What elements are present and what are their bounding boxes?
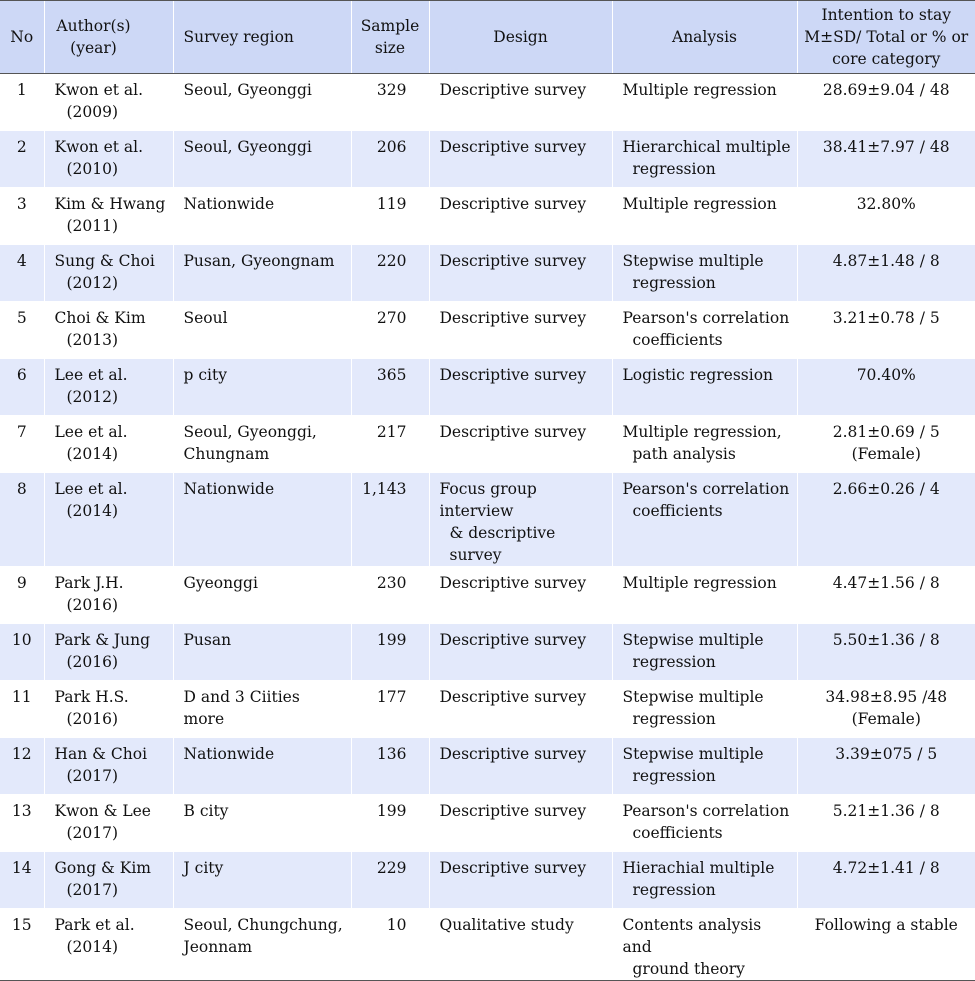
cell-intention [797,852,975,909]
row-number: 8 [16,480,27,498]
cell-author [44,795,173,852]
sample-size: 365 [376,366,407,384]
intention-value: Following a stable [814,916,958,934]
row-number: 14 [11,859,32,877]
cell-sample-size [351,359,429,416]
cell-no [0,188,44,245]
sample-size: 220 [376,252,407,270]
cell-region [173,681,351,738]
cell-analysis [612,188,797,245]
design: Descriptive survey [439,745,587,763]
cell-analysis [612,795,797,852]
analysis: Multiple regression, [622,423,782,441]
cell-design [429,738,612,795]
cell-sample-size [351,738,429,795]
analysis-cont: regression [632,881,716,899]
survey-region: Seoul, Gyeonggi [183,138,312,156]
author-year: (2011) [66,217,119,235]
header-analysis: Analysis [612,1,797,74]
cell-region [173,302,351,359]
intention-value: 3.39±075 / 5 [835,745,938,763]
author-year: (2017) [66,824,119,842]
analysis: Multiple regression [622,195,777,213]
author-name: Lee et al. [54,423,128,441]
survey-region-cont: Chungnam [183,445,270,463]
author-name: Park & Jung [54,631,151,649]
cell-design [429,567,612,624]
analysis: Hierachial multiple [622,859,775,877]
cell-author [44,74,173,131]
design: Descriptive survey [439,81,587,99]
author-year: (2016) [66,596,119,614]
cell-intention [797,567,975,624]
author-year: (2010) [66,160,119,178]
table-row [0,852,975,909]
cell-intention [797,302,975,359]
author-name: Lee et al. [54,480,128,498]
analysis: Stepwise multiple [622,252,764,270]
intention-value: 38.41±7.97 / 48 [822,138,950,156]
cell-author [44,681,173,738]
cell-analysis [612,359,797,416]
design: Descriptive survey [439,366,587,384]
cell-no [0,74,44,131]
author-name: Sung & Choi [54,252,155,270]
analysis: Pearson's correlation [622,802,790,820]
cell-no [0,681,44,738]
table-row [0,624,975,681]
design: Descriptive survey [439,195,587,213]
table-row [0,359,975,416]
author-year: (2017) [66,767,119,785]
cell-design [429,473,612,567]
cell-analysis [612,624,797,681]
cell-analysis [612,302,797,359]
table-row [0,738,975,795]
intention-value: 70.40% [856,366,916,384]
author-year: (2012) [66,274,119,292]
author-name: Park J.H. [54,574,124,592]
design: Descriptive survey [439,802,587,820]
design: Descriptive survey [439,423,587,441]
cell-author [44,473,173,567]
cell-analysis [612,245,797,302]
intention-value: 2.66±0.26 / 4 [832,480,940,498]
intention-value: 32.80% [856,195,916,213]
cell-sample-size [351,681,429,738]
author-name: Choi & Kim [54,309,146,327]
cell-region [173,473,351,567]
survey-region: Seoul [183,309,228,327]
cell-region [173,738,351,795]
analysis-cont: regression [632,710,716,728]
intention-value: 28.69±9.04 / 48 [822,81,950,99]
design: Descriptive survey [439,688,587,706]
intention-value: 4.87±1.48 / 8 [832,252,940,270]
cell-sample-size [351,245,429,302]
cell-intention [797,738,975,795]
sample-size: 217 [376,423,407,441]
intention-value: 4.47±1.56 / 8 [832,574,940,592]
survey-region-cont: Jeonnam [183,938,253,956]
author-name: Lee et al. [54,366,128,384]
intention-note: (Female) [851,710,921,728]
author-year: (2014) [66,445,119,463]
design: Descriptive survey [439,138,587,156]
cell-author [44,359,173,416]
cell-no [0,909,44,981]
cell-intention [797,795,975,852]
analysis-cont: regression [632,274,716,292]
analysis: Logistic regression [622,366,774,384]
cell-sample-size [351,416,429,473]
sample-size: 270 [376,309,407,327]
analysis: Stepwise multiple [622,631,764,649]
author-name: Kwon & Lee [54,802,151,820]
cell-region [173,567,351,624]
author-name: Park et al. [54,916,135,934]
survey-region: J city [183,859,224,877]
cell-region [173,131,351,188]
cell-sample-size [351,131,429,188]
row-number: 3 [16,195,27,213]
design: Qualitative study [439,916,574,934]
author-year: (2017) [66,881,119,899]
cell-intention [797,74,975,131]
survey-region: B city [183,802,229,820]
sample-size: 136 [376,745,407,763]
cell-no [0,624,44,681]
cell-region [173,359,351,416]
cell-intention [797,131,975,188]
cell-no [0,852,44,909]
table-body [0,74,975,981]
header-sample-size: Sample size [351,1,429,74]
author-year: (2013) [66,331,119,349]
row-number: 2 [16,138,27,156]
table-row [0,245,975,302]
survey-region: Seoul, Gyeonggi, [183,423,317,441]
row-number: 1 [16,81,27,99]
row-number: 11 [11,688,32,706]
survey-region: Nationwide [183,480,275,498]
design-cont: & descriptive survey [449,524,556,564]
intention-value: 34.98±8.95 /48 [825,688,948,706]
cell-no [0,416,44,473]
cell-design [429,416,612,473]
cell-sample-size [351,473,429,567]
survey-region: Seoul, Chungchung, [183,916,343,934]
cell-region [173,909,351,981]
cell-analysis [612,416,797,473]
author-name: Kwon et al. [54,81,144,99]
intention-value: 5.50±1.36 / 8 [832,631,940,649]
cell-no [0,359,44,416]
intention-value: 3.21±0.78 / 5 [832,309,940,327]
cell-author [44,416,173,473]
cell-analysis [612,131,797,188]
row-number: 5 [16,309,27,327]
sample-size: 206 [376,138,407,156]
cell-design [429,359,612,416]
cell-sample-size [351,74,429,131]
cell-sample-size [351,188,429,245]
cell-region [173,74,351,131]
cell-no [0,473,44,567]
cell-region [173,795,351,852]
survey-region: Pusan, Gyeongnam [183,252,335,270]
analysis-cont: coefficients [632,824,723,842]
header-intention: Intention to stay M±SD/ Total or % or core category [797,1,975,74]
sample-size: 329 [376,81,407,99]
author-name: Kim & Hwang [54,195,166,213]
cell-no [0,245,44,302]
analysis: Pearson's correlation [622,309,790,327]
design: Descriptive survey [439,309,587,327]
table-row [0,473,975,567]
cell-intention [797,624,975,681]
sample-size: 1,143 [362,480,407,498]
author-year: (2012) [66,388,119,406]
cell-sample-size [351,624,429,681]
header-design: Design [429,1,612,74]
cell-author [44,245,173,302]
cell-sample-size [351,302,429,359]
row-number: 12 [11,745,32,763]
sample-size: 199 [376,631,407,649]
cell-author [44,302,173,359]
survey-region: Nationwide [183,745,275,763]
analysis-cont: path analysis [632,445,736,463]
row-number: 10 [11,631,32,649]
analysis-cont: coefficients [632,331,723,349]
cell-design [429,624,612,681]
cell-no [0,567,44,624]
cell-sample-size [351,909,429,981]
table-row [0,188,975,245]
cell-sample-size [351,852,429,909]
cell-region [173,416,351,473]
table-row [0,909,975,981]
table-row [0,567,975,624]
cell-region [173,188,351,245]
survey-region: p city [183,366,227,384]
cell-no [0,131,44,188]
cell-design [429,131,612,188]
cell-no [0,795,44,852]
design: Focus group interview [439,480,537,520]
analysis: Stepwise multiple [622,688,764,706]
cell-analysis [612,681,797,738]
header-author: Author(s) (year) [44,1,173,74]
design: Descriptive survey [439,574,587,592]
analysis: Stepwise multiple [622,745,764,763]
analysis-cont: regression [632,160,716,178]
table-row [0,302,975,359]
cell-author [44,624,173,681]
sample-size: 199 [376,802,407,820]
author-year: (2016) [66,710,119,728]
cell-sample-size [351,567,429,624]
row-number: 13 [11,802,32,820]
cell-design [429,302,612,359]
header-no: No [0,1,44,74]
cell-intention [797,473,975,567]
cell-analysis [612,74,797,131]
design: Descriptive survey [439,631,587,649]
analysis-cont: coefficients [632,502,723,520]
cell-intention [797,416,975,473]
survey-region: Seoul, Gyeonggi [183,81,312,99]
cell-intention [797,359,975,416]
analysis: Hierarchical multiple [622,138,791,156]
cell-intention [797,245,975,302]
cell-author [44,852,173,909]
survey-region: D and 3 Ciities more [183,688,300,728]
cell-author [44,567,173,624]
design: Descriptive survey [439,859,587,877]
analysis-cont: ground theory [632,960,745,978]
cell-no [0,302,44,359]
cell-analysis [612,852,797,909]
cell-design [429,852,612,909]
header-row [0,1,975,74]
intention-value: 5.21±1.36 / 8 [832,802,940,820]
analysis: Contents analysis and [622,916,762,956]
cell-analysis [612,909,797,981]
author-name: Park H.S. [54,688,129,706]
sample-size: 230 [376,574,407,592]
row-number: 15 [11,916,32,934]
table-row [0,681,975,738]
cell-region [173,852,351,909]
cell-intention [797,681,975,738]
intention-value: 2.81±0.69 / 5 [832,423,940,441]
cell-author [44,188,173,245]
cell-design [429,795,612,852]
sample-size: 10 [386,916,407,934]
cell-author [44,909,173,981]
sample-size: 229 [376,859,407,877]
design: Descriptive survey [439,252,587,270]
cell-region [173,624,351,681]
author-name: Han & Choi [54,745,148,763]
cell-intention [797,909,975,981]
analysis: Pearson's correlation [622,480,790,498]
table-row [0,795,975,852]
survey-region: Nationwide [183,195,275,213]
author-name: Kwon et al. [54,138,144,156]
cell-region [173,245,351,302]
cell-author [44,131,173,188]
cell-design [429,909,612,981]
cell-design [429,245,612,302]
cell-sample-size [351,795,429,852]
analysis: Multiple regression [622,574,777,592]
intention-value: 4.72±1.41 / 8 [832,859,940,877]
author-year: (2014) [66,938,119,956]
cell-no [0,738,44,795]
cell-design [429,681,612,738]
author-year: (2016) [66,653,119,671]
row-number: 4 [16,252,27,270]
author-year: (2009) [66,103,119,121]
row-number: 6 [16,366,27,384]
intention-note: (Female) [851,445,921,463]
cell-analysis [612,473,797,567]
author-name: Gong & Kim [54,859,152,877]
cell-intention [797,188,975,245]
analysis: Multiple regression [622,81,777,99]
analysis-cont: regression [632,653,716,671]
cell-analysis [612,567,797,624]
survey-region: Gyeonggi [183,574,258,592]
analysis-cont: regression [632,767,716,785]
table-row [0,416,975,473]
row-number: 9 [16,574,27,592]
author-year: (2014) [66,502,119,520]
sample-size: 177 [376,688,407,706]
cell-analysis [612,738,797,795]
cell-author [44,738,173,795]
table-row [0,131,975,188]
cell-design [429,74,612,131]
header-region: Survey region [173,1,351,74]
sample-size: 119 [376,195,407,213]
table-row [0,74,975,131]
row-number: 7 [16,423,27,441]
cell-design [429,188,612,245]
survey-region: Pusan [183,631,232,649]
